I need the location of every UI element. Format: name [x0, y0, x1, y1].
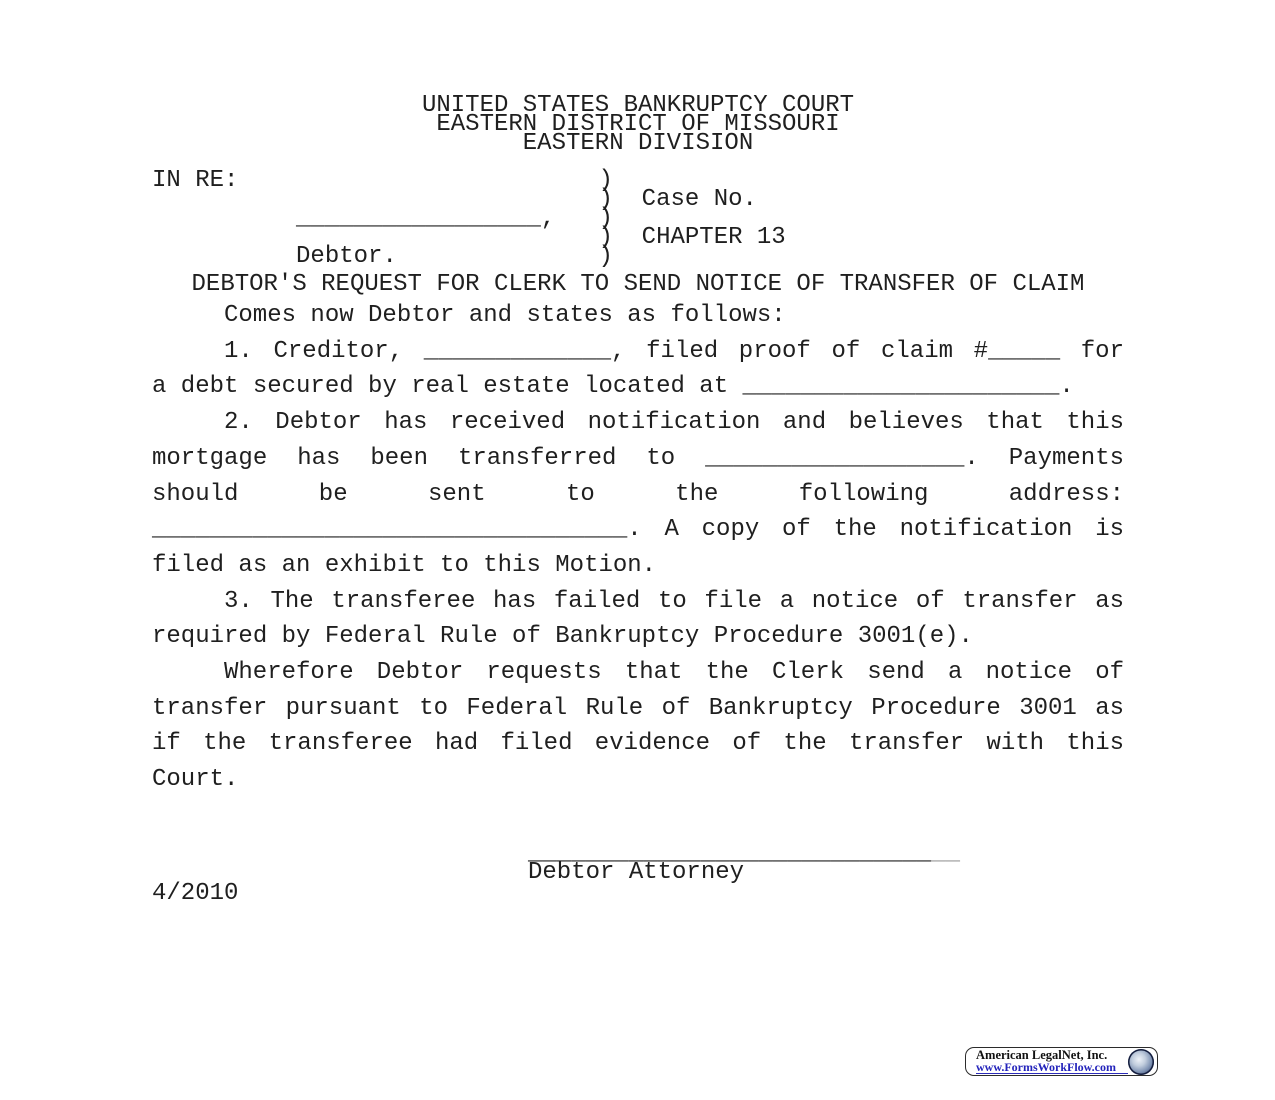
vendor-name: American LegalNet, Inc. — [976, 1048, 1108, 1062]
court-header — [152, 92, 1124, 157]
body-text-line: 3. The transferee has failed to file a notice of transfer as — [224, 587, 1124, 615]
globe-logo-icon — [1128, 1049, 1154, 1075]
body-text-line: should be sent to the following address: — [152, 480, 1124, 508]
body-text-line: if the transferee had filed evidence of the transfer with this — [152, 730, 1124, 758]
case-caption — [152, 167, 1124, 270]
vendor-stamp — [965, 1047, 1158, 1076]
signature-line-rule: ____________________________ — [528, 839, 932, 867]
body-text-line: Court. — [152, 766, 239, 794]
form-revision-date: 4/2010 — [152, 879, 239, 907]
body-text-line: mortgage has been transferred to __________________. Payments — [152, 444, 1124, 472]
document-content — [152, 92, 1124, 907]
court-header-line: EASTERN DISTRICT OF MISSOURI — [436, 111, 840, 138]
body-text-line: filed as an exhibit to this Motion. — [152, 551, 657, 579]
body-text-line: transfer pursuant to Federal Rule of Bankruptcy Procedure 3001 as — [152, 694, 1124, 722]
case-caption-row: ) CHAPTER 13 — [152, 224, 786, 251]
court-header-line: EASTERN DIVISION — [522, 130, 754, 157]
body-text-line: 1. Creditor, _____________, filed proof of claim #_____ for — [224, 337, 1124, 365]
court-header-line: UNITED STATES BANKRUPTCY COURT — [421, 92, 855, 119]
case-caption-row: ) Case No. — [152, 186, 757, 213]
body-text-line: a debt secured by real estate located at ______________________. — [152, 373, 1074, 401]
body-text-line: Wherefore Debtor requests that the Clerk send a notice of — [224, 659, 1124, 687]
body-text-line: Comes now Debtor and states as follows: — [224, 302, 786, 329]
case-caption-row: Debtor. ) — [152, 243, 613, 270]
signature-label: Debtor Attorney — [528, 858, 745, 886]
signature-block — [528, 839, 1124, 886]
document-body — [152, 298, 1124, 798]
vendor-text — [976, 1049, 1128, 1074]
vendor-url-link[interactable]: www.FormsWorkFlow.com — [976, 1061, 1128, 1074]
document-title: DEBTOR'S REQUEST FOR CLERK TO SEND NOTICE OF TRANSFER OF CLAIM — [191, 271, 1085, 298]
body-text-line: _________________________________. A copy of the notification is — [152, 516, 1124, 544]
case-caption-row: _________________, ) — [152, 205, 613, 232]
signature-line-rule-faint: __ — [931, 839, 961, 867]
body-text-line: required by Federal Rule of Bankruptcy Procedure 3001(e). — [152, 623, 973, 651]
case-caption-row: IN RE: ) — [152, 167, 613, 194]
body-text-line: 2. Debtor has received notification and believes that this — [224, 409, 1124, 437]
